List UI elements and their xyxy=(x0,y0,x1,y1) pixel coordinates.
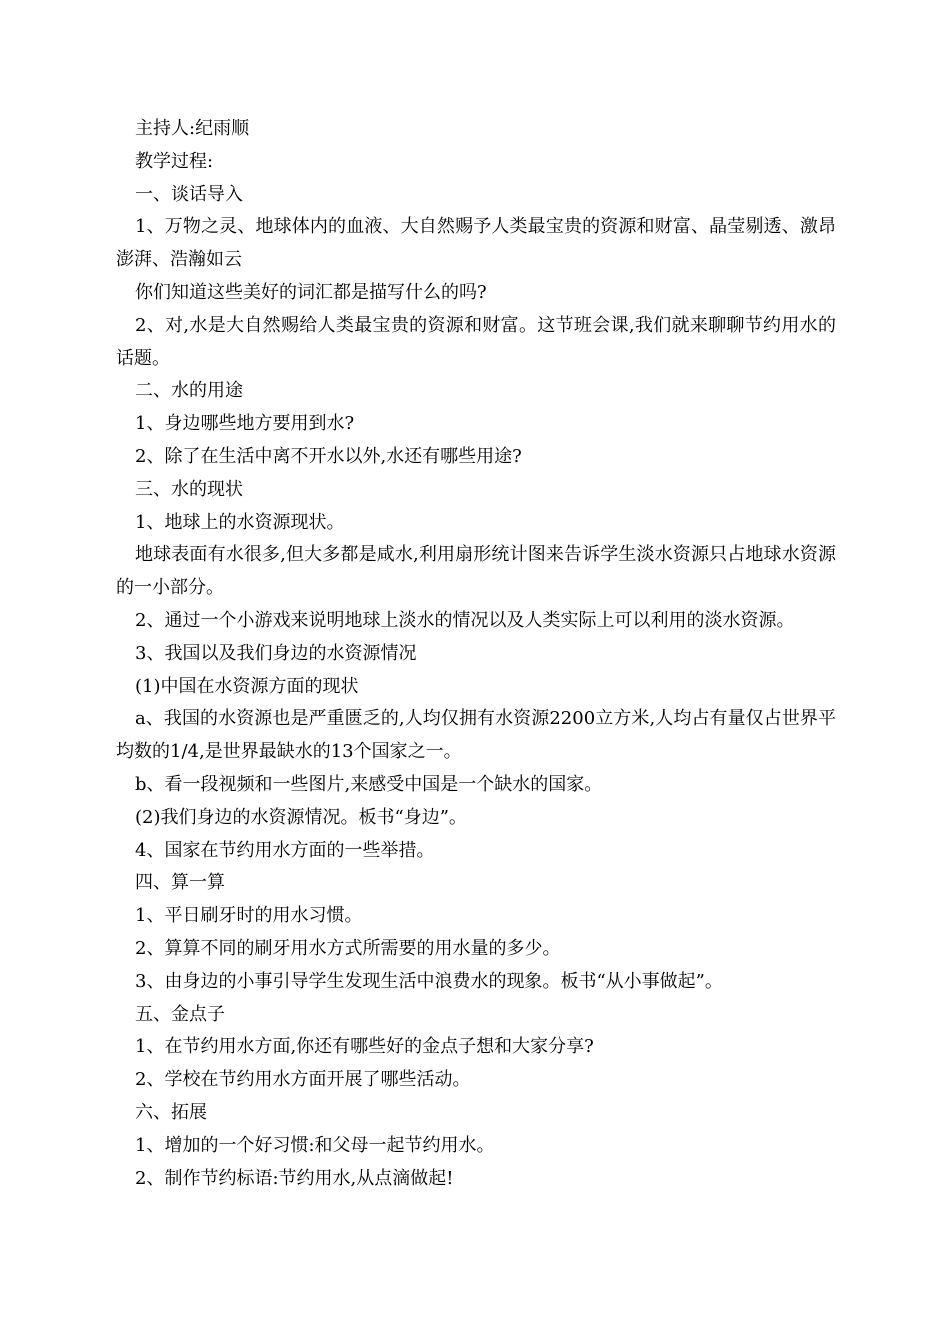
section-heading-2: 二、水的用途 xyxy=(135,380,243,402)
paragraph: a、我国的水资源也是严重匮乏的,人均仅拥有水资源2200立方米,人均占有量仅占世界平均数的1/4,是世界最缺水的13个国家之一。 xyxy=(116,708,836,763)
paragraph: 你们知道这些美好的词汇都是描写什么的吗? xyxy=(135,281,487,303)
section-heading-5: 五、金点子 xyxy=(135,1003,225,1025)
section-heading-3: 三、水的现状 xyxy=(135,478,243,500)
paragraph: 3、由身边的小事引导学生发现生活中浪费水的现象。板书“从小事做起”。 xyxy=(135,970,723,992)
section-heading-4: 四、算一算 xyxy=(135,872,225,894)
paragraph: 1、万物之灵、地球体内的血液、大自然赐予人类最宝贵的资源和财富、晶莹剔透、激昂澎湃、浩瀚如云 xyxy=(116,216,836,271)
paragraph: 1、身边哪些地方要用到水? xyxy=(135,413,355,435)
paragraph: 2、学校在节约用水方面开展了哪些活动。 xyxy=(135,1069,471,1091)
paragraph: (2)我们身边的水资源情况。板书“身边”。 xyxy=(135,806,467,828)
paragraph: (1)中国在水资源方面的现状 xyxy=(135,675,359,697)
host-line: 主持人:纪雨顺 xyxy=(135,118,250,139)
paragraph: 2、通过一个小游戏来说明地球上淡水的情况以及人类实际上可以利用的淡水资源。 xyxy=(135,609,795,631)
section-heading-1: 一、谈话导入 xyxy=(135,183,243,205)
paragraph: 2、制作节约标语:节约用水,从点滴做起! xyxy=(135,1167,454,1189)
paragraph: 4、国家在节约用水方面的一些举措。 xyxy=(135,839,435,861)
teaching-process-heading: 教学过程: xyxy=(135,150,214,172)
paragraph: 1、平日刷牙时的用水习惯。 xyxy=(135,905,363,927)
paragraph: 1、地球上的水资源现状。 xyxy=(135,511,345,533)
paragraph: 地球表面有水很多,但大多都是咸水,利用扇形统计图来告诉学生淡水资源只占地球水资源的一小部分。 xyxy=(116,544,836,599)
paragraph: 2、对,水是大自然赐给人类最宝贵的资源和财富。这节班会课,我们就来聊聊节约用水的话题。 xyxy=(116,314,836,369)
paragraph: 1、增加的一个好习惯:和父母一起节约用水。 xyxy=(135,1134,495,1156)
paragraph: 2、算算不同的刷牙用水方式所需要的用水量的多少。 xyxy=(135,937,561,959)
paragraph: b、看一段视频和一些图片,来感受中国是一个缺水的国家。 xyxy=(135,773,603,795)
paragraph: 3、我国以及我们身边的水资源情况 xyxy=(135,642,417,664)
paragraph: 2、除了在生活中离不开水以外,水还有哪些用途? xyxy=(135,445,522,467)
document-body xyxy=(116,113,836,1195)
paragraph: 1、在节约用水方面,你还有哪些好的金点子想和大家分享? xyxy=(135,1036,594,1058)
section-heading-6: 六、拓展 xyxy=(135,1101,207,1123)
